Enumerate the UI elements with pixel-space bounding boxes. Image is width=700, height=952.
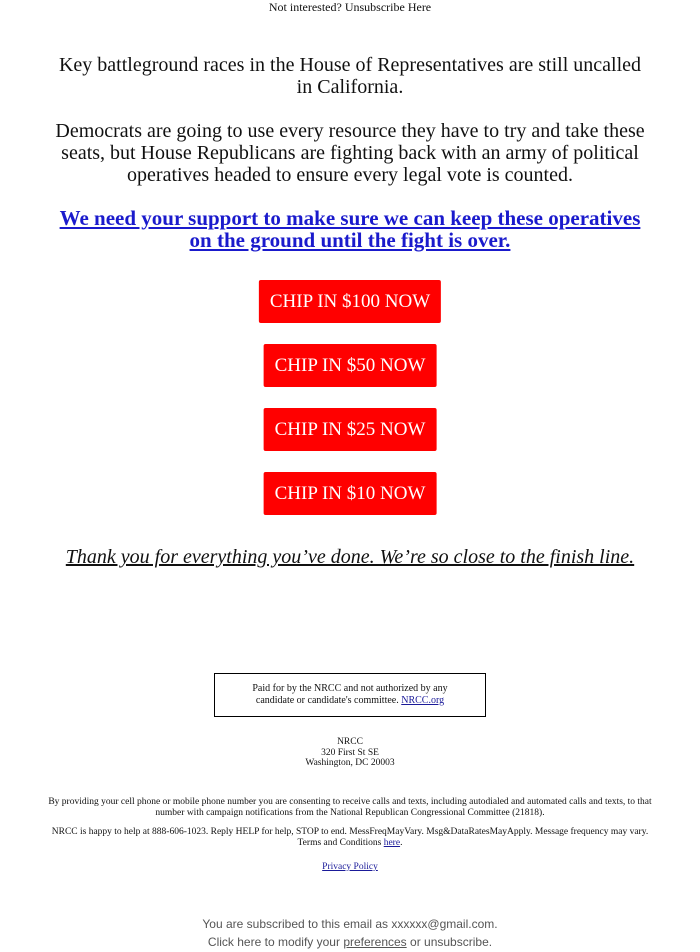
help-text: NRCC is happy to help at 888-606-1023. Reply HELP for help, STOP to end. MessFreqMayVary. Msg&DataRatesMayApply. Message frequency may vary. Terms and Conditions here. — [51, 827, 649, 848]
modify-text: Click here to modify your — [207, 935, 340, 949]
thank-you-text: Thank you for everything you’ve done. We’re so close to the finish line. — [65, 546, 635, 568]
paid-for-box — [214, 673, 486, 717]
chip-in-100-button[interactable]: CHIP IN $100 NOW — [259, 280, 441, 323]
privacy-policy-link[interactable]: Privacy Policy — [322, 862, 378, 872]
terms-link[interactable]: here — [383, 837, 401, 848]
chip-in-25-button[interactable]: CHIP IN $25 NOW — [264, 408, 437, 451]
address — [40, 737, 660, 769]
org-name: NRCC — [337, 737, 363, 747]
subscribed-line: You are subscribed to this email as xxxxxx@gmail.com. — [202, 917, 498, 931]
chip-in-10-button[interactable]: CHIP IN $10 NOW — [264, 472, 437, 515]
unsubscribe-link[interactable]: Not interested? Unsubscribe Here — [268, 0, 432, 14]
help-body: NRCC is happy to help at 888-606-1023. Reply HELP for help, STOP to end. MessFreqMayVary. Msg&DataRatesMayApply. Message frequency may vary. Terms and Conditions — [51, 827, 649, 848]
city: Washington, DC 20003 — [305, 758, 395, 768]
preferences-link[interactable]: preferences — [343, 935, 407, 949]
support-link[interactable]: We need your support to make sure we can keep these operatives on the ground until the fight is over. — [59, 206, 641, 252]
body-paragraph: Democrats are going to use every resource they have to try and take these seats, but House Republicans are fighting back with an army of political operatives headed to ensure every legal vote is counted. — [55, 120, 645, 186]
subscription-info — [0, 915, 700, 951]
intro-paragraph: Key battleground races in the House of Representatives are still uncalled in California. — [58, 54, 642, 98]
street: 320 First St SE — [321, 747, 379, 758]
nrcc-link[interactable]: NRCC.org — [401, 695, 445, 706]
unsubscribe-text: or unsubscribe. — [410, 935, 493, 949]
paid-for-text: Paid for by the NRCC and not authorized by any candidate or candidate's committee. — [252, 683, 448, 706]
chip-in-50-button[interactable]: CHIP IN $50 NOW — [264, 344, 437, 387]
consent-text: By providing your cell phone or mobile phone number you are consenting to receive calls and texts, including autodialed and automated calls and texts, to that number with campaign notifications from the National Republican Congressional Committee (21818). — [48, 797, 652, 818]
